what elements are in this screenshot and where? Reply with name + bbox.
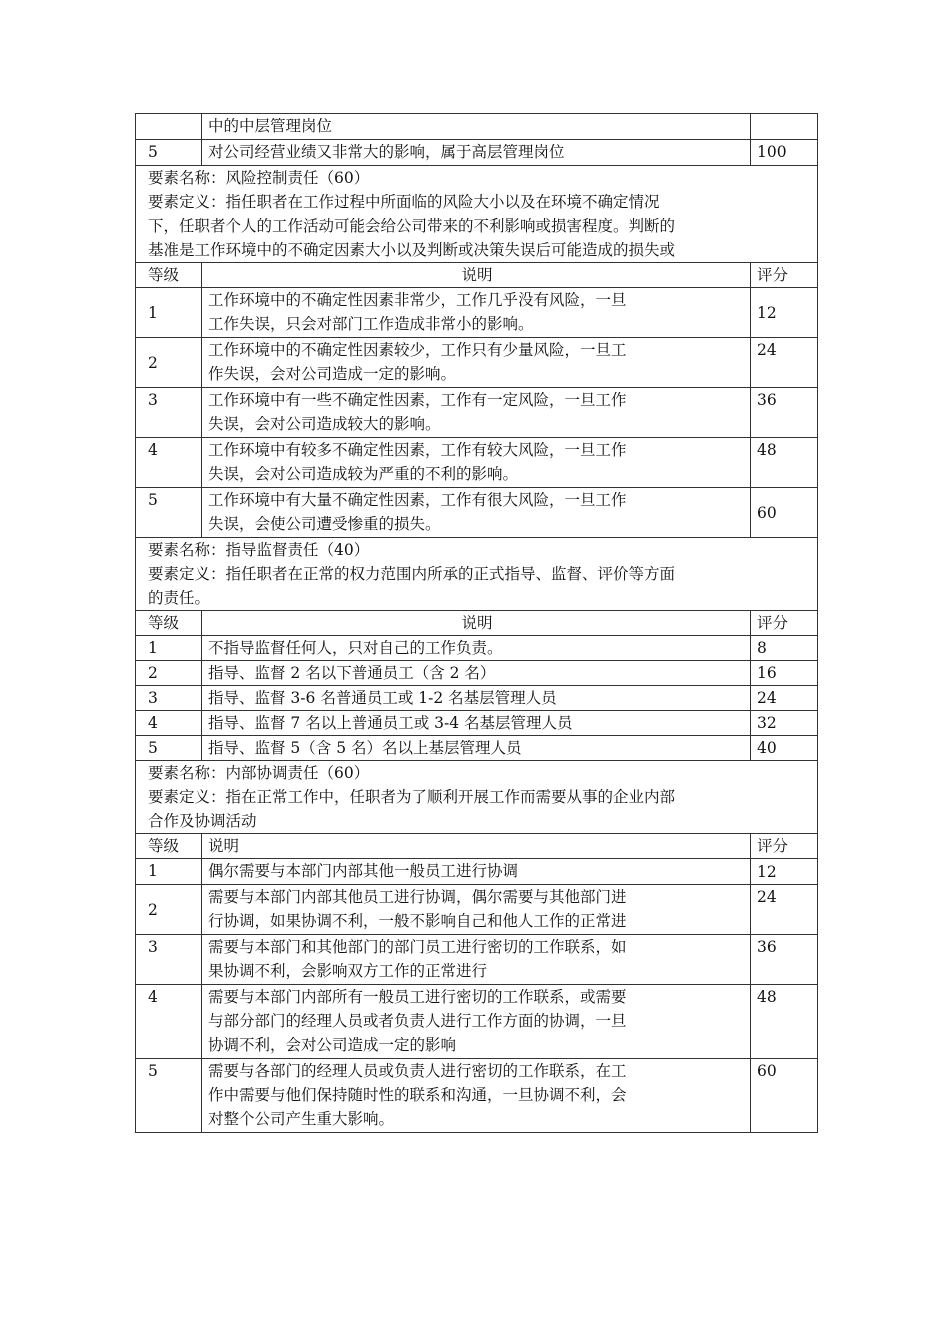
table-row xyxy=(136,438,818,488)
table-row xyxy=(136,985,818,1059)
score-cell: 36 xyxy=(751,388,818,438)
description-line: 不指导监督任何人，只对自己的工作负责。 xyxy=(208,639,503,657)
description-cell xyxy=(202,338,751,388)
header-score: 评分 xyxy=(751,834,818,859)
description-cell xyxy=(202,885,751,935)
score-cell: 12 xyxy=(751,859,818,885)
element-definition-line: 要素定义：指在正常工作中，任职者为了顺利开展工作而需要从事的企业内部 xyxy=(148,788,676,806)
description-line: 需要与本部门内部所有一般员工进行密切的工作联系，或需要 xyxy=(208,988,627,1006)
section-info-cell xyxy=(136,166,818,263)
score-cell: 60 xyxy=(751,1059,818,1133)
score-cell: 40 xyxy=(751,736,818,761)
header-level: 等级 xyxy=(136,263,202,288)
description-cell: 对公司经营业绩又非常大的影响，属于高层管理岗位 xyxy=(202,140,751,166)
element-definition-line: 要素定义：指任职者在工作过程中所面临的风险大小以及在环境不确定情况 xyxy=(148,193,660,211)
table-row xyxy=(136,859,818,885)
section-info-cell xyxy=(136,538,818,611)
description-line: 作失误，会对公司造成一定的影响。 xyxy=(208,365,457,383)
header-description: 说明 xyxy=(202,611,751,636)
description-line: 协调不利，会对公司造成一定的影响 xyxy=(208,1036,457,1054)
description-line: 对整个公司产生重大影响。 xyxy=(208,1110,395,1128)
table-row xyxy=(136,686,818,711)
level-cell: 2 xyxy=(136,885,202,935)
table-row xyxy=(136,1059,818,1133)
section-info-row xyxy=(136,538,818,611)
score-cell: 36 xyxy=(751,935,818,985)
element-definition-line: 合作及协调活动 xyxy=(148,812,257,830)
table-row xyxy=(136,114,818,140)
description-line: 工作环境中有大量不确定性因素，工作有很大风险，一旦工作 xyxy=(208,491,627,509)
description-cell xyxy=(202,736,751,761)
level-cell: 2 xyxy=(136,338,202,388)
description-cell xyxy=(202,438,751,488)
header-score: 评分 xyxy=(751,263,818,288)
table-row xyxy=(136,288,818,338)
description-line: 失误，会对公司造成较大的影响。 xyxy=(208,415,441,433)
description-line: 偶尔需要与本部门内部其他一般员工进行协调 xyxy=(208,862,519,880)
score-cell: 12 xyxy=(751,288,818,338)
description-cell xyxy=(202,985,751,1059)
score-cell: 100 xyxy=(751,140,818,166)
table-row xyxy=(136,338,818,388)
header-description: 说明 xyxy=(202,263,751,288)
table-row xyxy=(136,711,818,736)
description-cell xyxy=(202,636,751,661)
description-line: 需要与本部门内部其他员工进行协调，偶尔需要与其他部门进 xyxy=(208,888,627,906)
level-cell: 3 xyxy=(136,388,202,438)
element-name: 要素名称：指导监督责任（40） xyxy=(148,541,370,559)
score-cell: 8 xyxy=(751,636,818,661)
table-row xyxy=(136,661,818,686)
description-cell xyxy=(202,686,751,711)
table-row xyxy=(136,388,818,438)
description-line: 行协调，如果协调不利，一般不影响自己和他人工作的正常进 xyxy=(208,912,627,930)
level-cell xyxy=(136,114,202,140)
header-level: 等级 xyxy=(136,611,202,636)
level-cell: 2 xyxy=(136,661,202,686)
level-cell: 4 xyxy=(136,438,202,488)
header-description: 说明 xyxy=(202,834,751,859)
level-cell: 3 xyxy=(136,686,202,711)
header-level: 等级 xyxy=(136,834,202,859)
level-cell: 5 xyxy=(136,1059,202,1133)
element-name: 要素名称：内部协调责任（60） xyxy=(148,764,370,782)
table-row xyxy=(136,488,818,538)
table-row xyxy=(136,140,818,166)
description-line: 需要与各部门的经理人员或负责人进行密切的工作联系，在工 xyxy=(208,1062,627,1080)
description-line: 失误，会使公司遭受惨重的损失。 xyxy=(208,515,441,533)
level-cell: 5 xyxy=(136,736,202,761)
description-cell xyxy=(202,661,751,686)
description-line: 工作失误，只会对部门工作造成非常小的影响。 xyxy=(208,315,534,333)
description-cell xyxy=(202,859,751,885)
description-line: 与部分部门的经理人员或者负责人进行工作方面的协调，一旦 xyxy=(208,1012,627,1030)
table-header-row xyxy=(136,834,818,859)
score-cell: 24 xyxy=(751,338,818,388)
level-cell: 5 xyxy=(136,488,202,538)
description-line: 果协调不利，会影响双方工作的正常进行 xyxy=(208,962,488,980)
level-cell: 1 xyxy=(136,859,202,885)
table-row xyxy=(136,636,818,661)
description-line: 需要与本部门和其他部门的部门员工进行密切的工作联系，如 xyxy=(208,938,627,956)
score-cell: 48 xyxy=(751,985,818,1059)
description-line: 工作环境中的不确定性因素较少，工作只有少量风险，一旦工 xyxy=(208,341,627,359)
level-cell: 4 xyxy=(136,985,202,1059)
element-name: 要素名称：风险控制责任（60） xyxy=(148,169,370,187)
description-line: 作中需要与他们保持随时性的联系和沟通，一旦协调不利，会 xyxy=(208,1086,627,1104)
table-header-row xyxy=(136,263,818,288)
table-row xyxy=(136,935,818,985)
description-cell xyxy=(202,288,751,338)
section-info-cell xyxy=(136,761,818,834)
description-cell xyxy=(202,488,751,538)
description-cell xyxy=(202,1059,751,1133)
score-cell: 32 xyxy=(751,711,818,736)
score-cell: 16 xyxy=(751,661,818,686)
level-cell: 1 xyxy=(136,288,202,338)
description-line: 工作环境中有较多不确定性因素，工作有较大风险，一旦工作 xyxy=(208,441,627,459)
header-score: 评分 xyxy=(751,611,818,636)
description-line: 指导、监督 2 名以下普通员工（含 2 名） xyxy=(208,664,496,682)
level-cell: 1 xyxy=(136,636,202,661)
evaluation-table xyxy=(135,113,818,1133)
description-line: 指导、监督 3-6 名普通员工或 1-2 名基层管理人员 xyxy=(208,689,557,707)
score-cell: 48 xyxy=(751,438,818,488)
score-cell xyxy=(751,114,818,140)
score-cell: 24 xyxy=(751,885,818,935)
evaluation-table-body xyxy=(136,114,818,1133)
description-line: 指导、监督 7 名以上普通员工或 3-4 名基层管理人员 xyxy=(208,714,573,732)
section-info-row xyxy=(136,166,818,263)
element-definition-line: 下，任职者个人的工作活动可能会给公司带来的不利影响或损害程度。判断的 xyxy=(148,217,676,235)
description-line: 工作环境中的不确定性因素非常少，工作几乎没有风险，一旦 xyxy=(208,291,627,309)
section-info-row xyxy=(136,761,818,834)
element-definition-line: 基准是工作环境中的不确定因素大小以及判断或决策失误后可能造成的损失或 xyxy=(148,241,676,259)
score-cell: 24 xyxy=(751,686,818,711)
description-line: 指导、监督 5（含 5 名）名以上基层管理人员 xyxy=(208,739,522,757)
description-cell xyxy=(202,935,751,985)
table-row xyxy=(136,885,818,935)
description-line: 失误，会对公司造成较为严重的不利的影响。 xyxy=(208,465,519,483)
score-cell: 60 xyxy=(751,488,818,538)
element-definition-line: 要素定义：指任职者在正常的权力范围内所承的正式指导、监督、评价等方面 xyxy=(148,565,676,583)
description-cell xyxy=(202,711,751,736)
level-cell: 3 xyxy=(136,935,202,985)
table-header-row xyxy=(136,611,818,636)
table-row xyxy=(136,736,818,761)
level-cell: 5 xyxy=(136,140,202,166)
description-line: 工作环境中有一些不确定性因素，工作有一定风险，一旦工作 xyxy=(208,391,627,409)
level-cell: 4 xyxy=(136,711,202,736)
description-cell xyxy=(202,388,751,438)
element-definition-line: 的责任。 xyxy=(148,589,211,607)
description-cell: 中的中层管理岗位 xyxy=(202,114,751,140)
